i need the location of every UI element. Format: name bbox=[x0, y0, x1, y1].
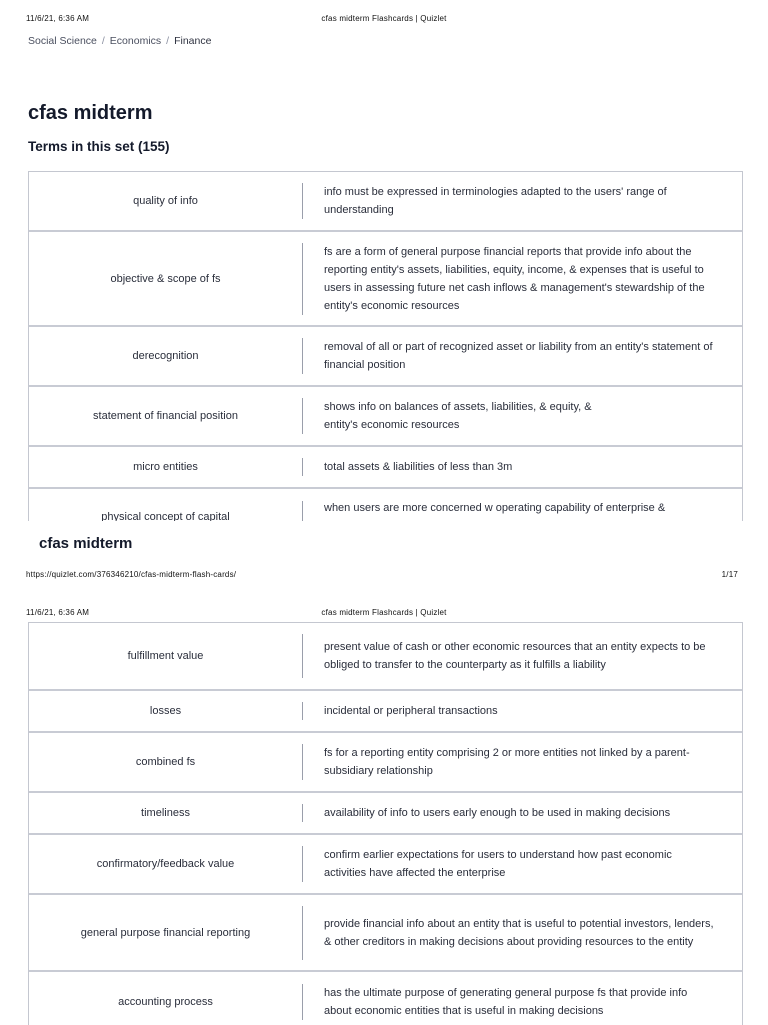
flashcard-definition: when users are more concerned w operating capability of enterprise & bbox=[324, 502, 666, 514]
flashcard-definition: total assets & liabilities of less than 3m bbox=[324, 461, 513, 473]
flashcard-term: accounting process bbox=[118, 996, 213, 1008]
print-doc-title: cfas midterm Flashcards | Quizlet bbox=[321, 608, 447, 617]
flashcard-term: objective & scope of fs bbox=[110, 272, 221, 285]
breadcrumb-economics[interactable]: Economics bbox=[109, 35, 162, 47]
flashcard-definition: fs for a reporting entity comprising 2 or more entities not linked by a parent-subsidiary relationship bbox=[324, 747, 690, 777]
print-footer-url: https://quizlet.com/376346210/cfas-midterm-flash-cards/ bbox=[26, 570, 237, 579]
flashcard-row bbox=[29, 835, 742, 895]
page-title: cfas midterm bbox=[28, 102, 153, 124]
flashcard-term: combined fs bbox=[135, 756, 196, 768]
print-date: 11/6/21, 6:36 AM bbox=[26, 608, 90, 617]
flashcard-term: quality of info bbox=[133, 195, 198, 207]
flashcard-row bbox=[29, 447, 742, 489]
print-doc-title: cfas midterm Flashcards | Quizlet bbox=[321, 14, 447, 23]
flashcard-row bbox=[29, 733, 742, 793]
flashcard-definition: info must be expressed in terminologies adapted to the users' range of understanding bbox=[324, 186, 667, 216]
flashcard-list bbox=[28, 171, 743, 521]
flashcard-row bbox=[29, 793, 742, 835]
flashcard-row bbox=[29, 232, 742, 327]
flashcard-definition: has the ultimate purpose of generating general purpose fs that provide info about economic entities that is useful in making decisions bbox=[324, 987, 688, 1017]
flashcard-definition: provide financial info about an entity that is useful to potential investors, lenders, & other creditors in making decisions about providing resources to the entity bbox=[324, 917, 714, 948]
flashcard-row bbox=[29, 387, 742, 447]
flashcard-term: confirmatory/feedback value bbox=[96, 858, 235, 870]
flashcard-term: physical concept of capital bbox=[101, 511, 230, 521]
breadcrumb-finance[interactable]: Finance bbox=[174, 35, 212, 47]
flashcard-term: micro entities bbox=[133, 461, 198, 473]
flashcard-definition: present value of cash or other economic resources that an entity expects to be obliged to transfer to the counterparty as it fulfills a liability bbox=[324, 641, 706, 671]
flashcard-definition: incidental or peripheral transactions bbox=[324, 705, 498, 717]
flashcard-definition: shows info on balances of assets, liabilities, & equity, & entity's economic resources bbox=[324, 401, 592, 431]
flashcard-definition: availability of info to users early enough to be used in making decisions bbox=[324, 807, 671, 819]
flashcard-row bbox=[29, 623, 742, 691]
flashcard-definition: confirm earlier expectations for users to understand how past economic activities have affected the enterprise bbox=[324, 849, 672, 879]
terms-count-heading: Terms in this set (155) bbox=[28, 139, 170, 154]
flashcard-row bbox=[29, 691, 742, 733]
flashcard-term: timeliness bbox=[141, 807, 190, 819]
flashcard-term: statement of financial position bbox=[93, 410, 238, 422]
breadcrumb bbox=[28, 35, 211, 47]
print-date: 11/6/21, 6:36 AM bbox=[26, 14, 90, 23]
flashcard-row bbox=[29, 172, 742, 232]
flashcard-term: losses bbox=[149, 705, 182, 717]
flashcard-term: general purpose financial reporting bbox=[80, 926, 251, 939]
flashcard-row bbox=[29, 327, 742, 387]
flashcard-definition: fs are a form of general purpose financial reports that provide info about the reporting entity's assets, liabilities, equity, income, & expenses that is useful to users in assessing future net cash inflows & management's stewardship of the entity's economic resources bbox=[324, 245, 705, 312]
print-page-number: 1/17 bbox=[721, 570, 738, 579]
flashcard-row bbox=[29, 972, 742, 1025]
print-footer-title: cfas midterm bbox=[39, 535, 133, 552]
flashcard-term: derecognition bbox=[132, 350, 199, 362]
breadcrumb-separator: / bbox=[101, 35, 105, 47]
flashcard-term: fulfillment value bbox=[127, 650, 204, 662]
flashcard-row bbox=[29, 895, 742, 972]
flashcard-row bbox=[29, 489, 742, 521]
breadcrumb-social-science[interactable]: Social Science bbox=[28, 35, 97, 47]
breadcrumb-separator: / bbox=[166, 35, 170, 47]
flashcard-definition: removal of all or part of recognized asset or liability from an entity's statement of financial position bbox=[324, 341, 713, 371]
flashcard-list bbox=[28, 622, 743, 1025]
